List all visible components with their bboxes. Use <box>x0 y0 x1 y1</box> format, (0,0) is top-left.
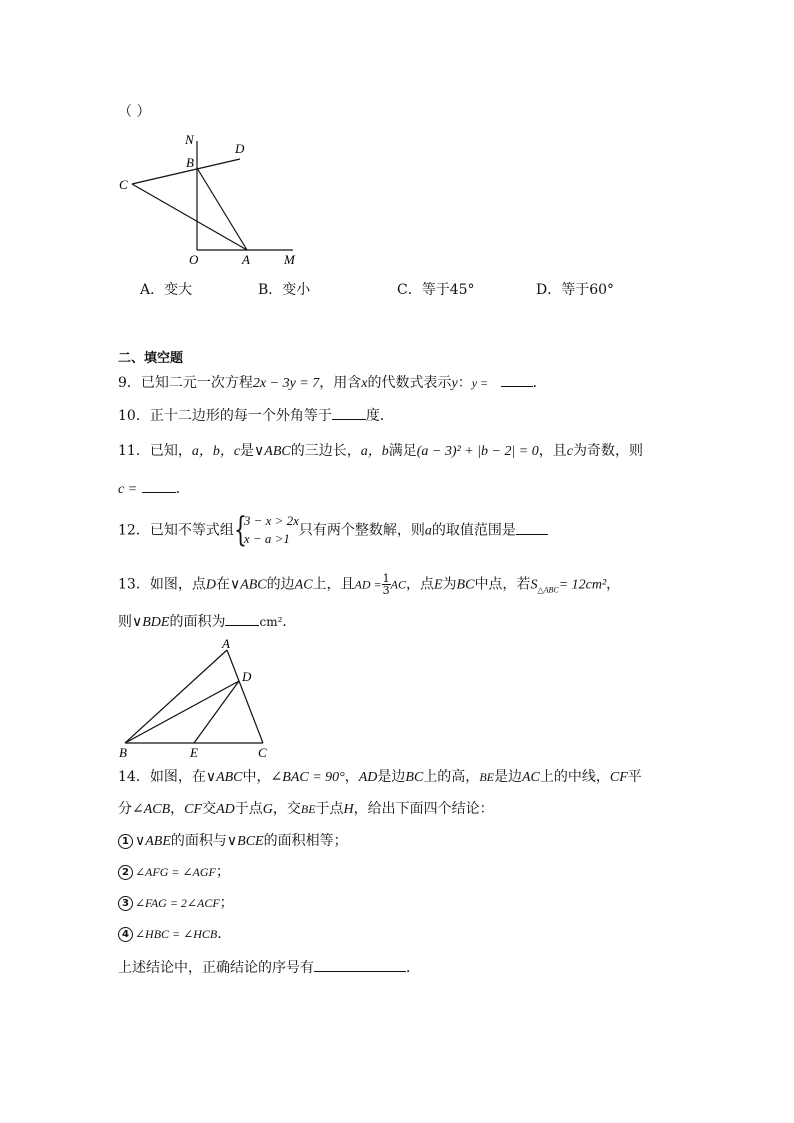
q10-answer-blank[interactable] <box>332 405 366 420</box>
circled-number-1: 1 <box>118 834 133 849</box>
question-13-line2: 则∨BDE的面积为 cm²． <box>118 611 296 633</box>
q13-figure <box>112 636 282 761</box>
conclusion-4: 4 ∠HBC = ∠HCB． <box>118 924 231 944</box>
circled-number-2: 2 <box>118 865 133 880</box>
fraction-one-third: $\frac{1}{3}$ <box>382 572 390 597</box>
conclusion-3: 3 ∠FAG = 2∠ACF； <box>118 893 234 913</box>
q8-option-c: C．等于45° <box>397 282 475 298</box>
line-BA <box>197 168 247 250</box>
question-14-prompt: 上述结论中，正确结论的序号有 ． <box>118 957 420 978</box>
circled-number-3: 3 <box>118 896 133 911</box>
inequality-system: { 3 − x > 2x x − a >1 <box>233 510 299 550</box>
question-10: 10．正十二边形的每一个外角等于 度． <box>118 405 394 426</box>
question-9: 9．已知二元一次方程2x − 3y = 7，用含x的代数式表示y：y = ． <box>118 372 547 394</box>
q9-answer-blank[interactable] <box>501 372 533 387</box>
q11-answer-blank[interactable] <box>142 478 176 493</box>
conclusion-1: 1 ∨ABE的面积与∨BCE的面积相等； <box>118 831 348 852</box>
question-11-line2: c = ． <box>118 478 190 500</box>
q14-answer-blank[interactable] <box>314 957 406 972</box>
label-A: A <box>242 252 250 267</box>
label-B: B <box>119 745 127 760</box>
label-A: A <box>222 636 230 651</box>
label-D: D <box>242 669 252 684</box>
segment-DE <box>194 681 239 743</box>
question-11: 11．已知，a，b，c是∨ABC的三边长，a，b满足(a − 3)² + |b − 2| = 0，且c为奇数，则 <box>118 443 643 459</box>
q12-answer-blank[interactable] <box>516 520 548 535</box>
label-D: D <box>235 141 245 156</box>
question-14-line2: 分∠ACB，CF交AD于点G，交BE于点H，给出下面四个结论： <box>118 801 494 817</box>
question-13: 13．如图，点D在∨ABC的边AC上，且AD = $\frac{1}{3}$ AC，点E为BC中点，若$S_{\triangle ABC}= 12cm^2$， <box>118 572 621 597</box>
question-14: 14．如图，在∨ABC中，∠BAC = 90°，AD是边BC上的高，BE是边AC上的中线，CF平 <box>118 769 642 785</box>
q8-option-d: D．等于60° <box>536 282 615 298</box>
side-AC <box>227 650 263 743</box>
label-O: O <box>189 252 199 267</box>
label-C: C <box>119 177 128 192</box>
question-12: 12．已知不等式组 { 3 − x > 2x x − a >1 只有两个整数解，则a的取值范围是 <box>118 512 548 549</box>
q8-option-a: A．变大 <box>140 282 193 298</box>
label-C: C <box>258 745 267 760</box>
label-E: E <box>190 745 198 760</box>
label-M: M <box>284 252 295 267</box>
q8-option-b: B．变小 <box>258 282 311 298</box>
section-title: 二、填空题 <box>118 351 184 366</box>
circled-number-4: 4 <box>118 927 133 942</box>
conclusion-2: 2 ∠AFG = ∠AGF； <box>118 862 230 882</box>
line-CA <box>132 184 247 250</box>
label-B: B <box>186 155 194 170</box>
q8-figure <box>110 128 310 273</box>
q8-answer-paren: （ ） <box>118 104 151 120</box>
q13-answer-blank[interactable] <box>225 611 259 626</box>
label-N: N <box>185 132 194 147</box>
